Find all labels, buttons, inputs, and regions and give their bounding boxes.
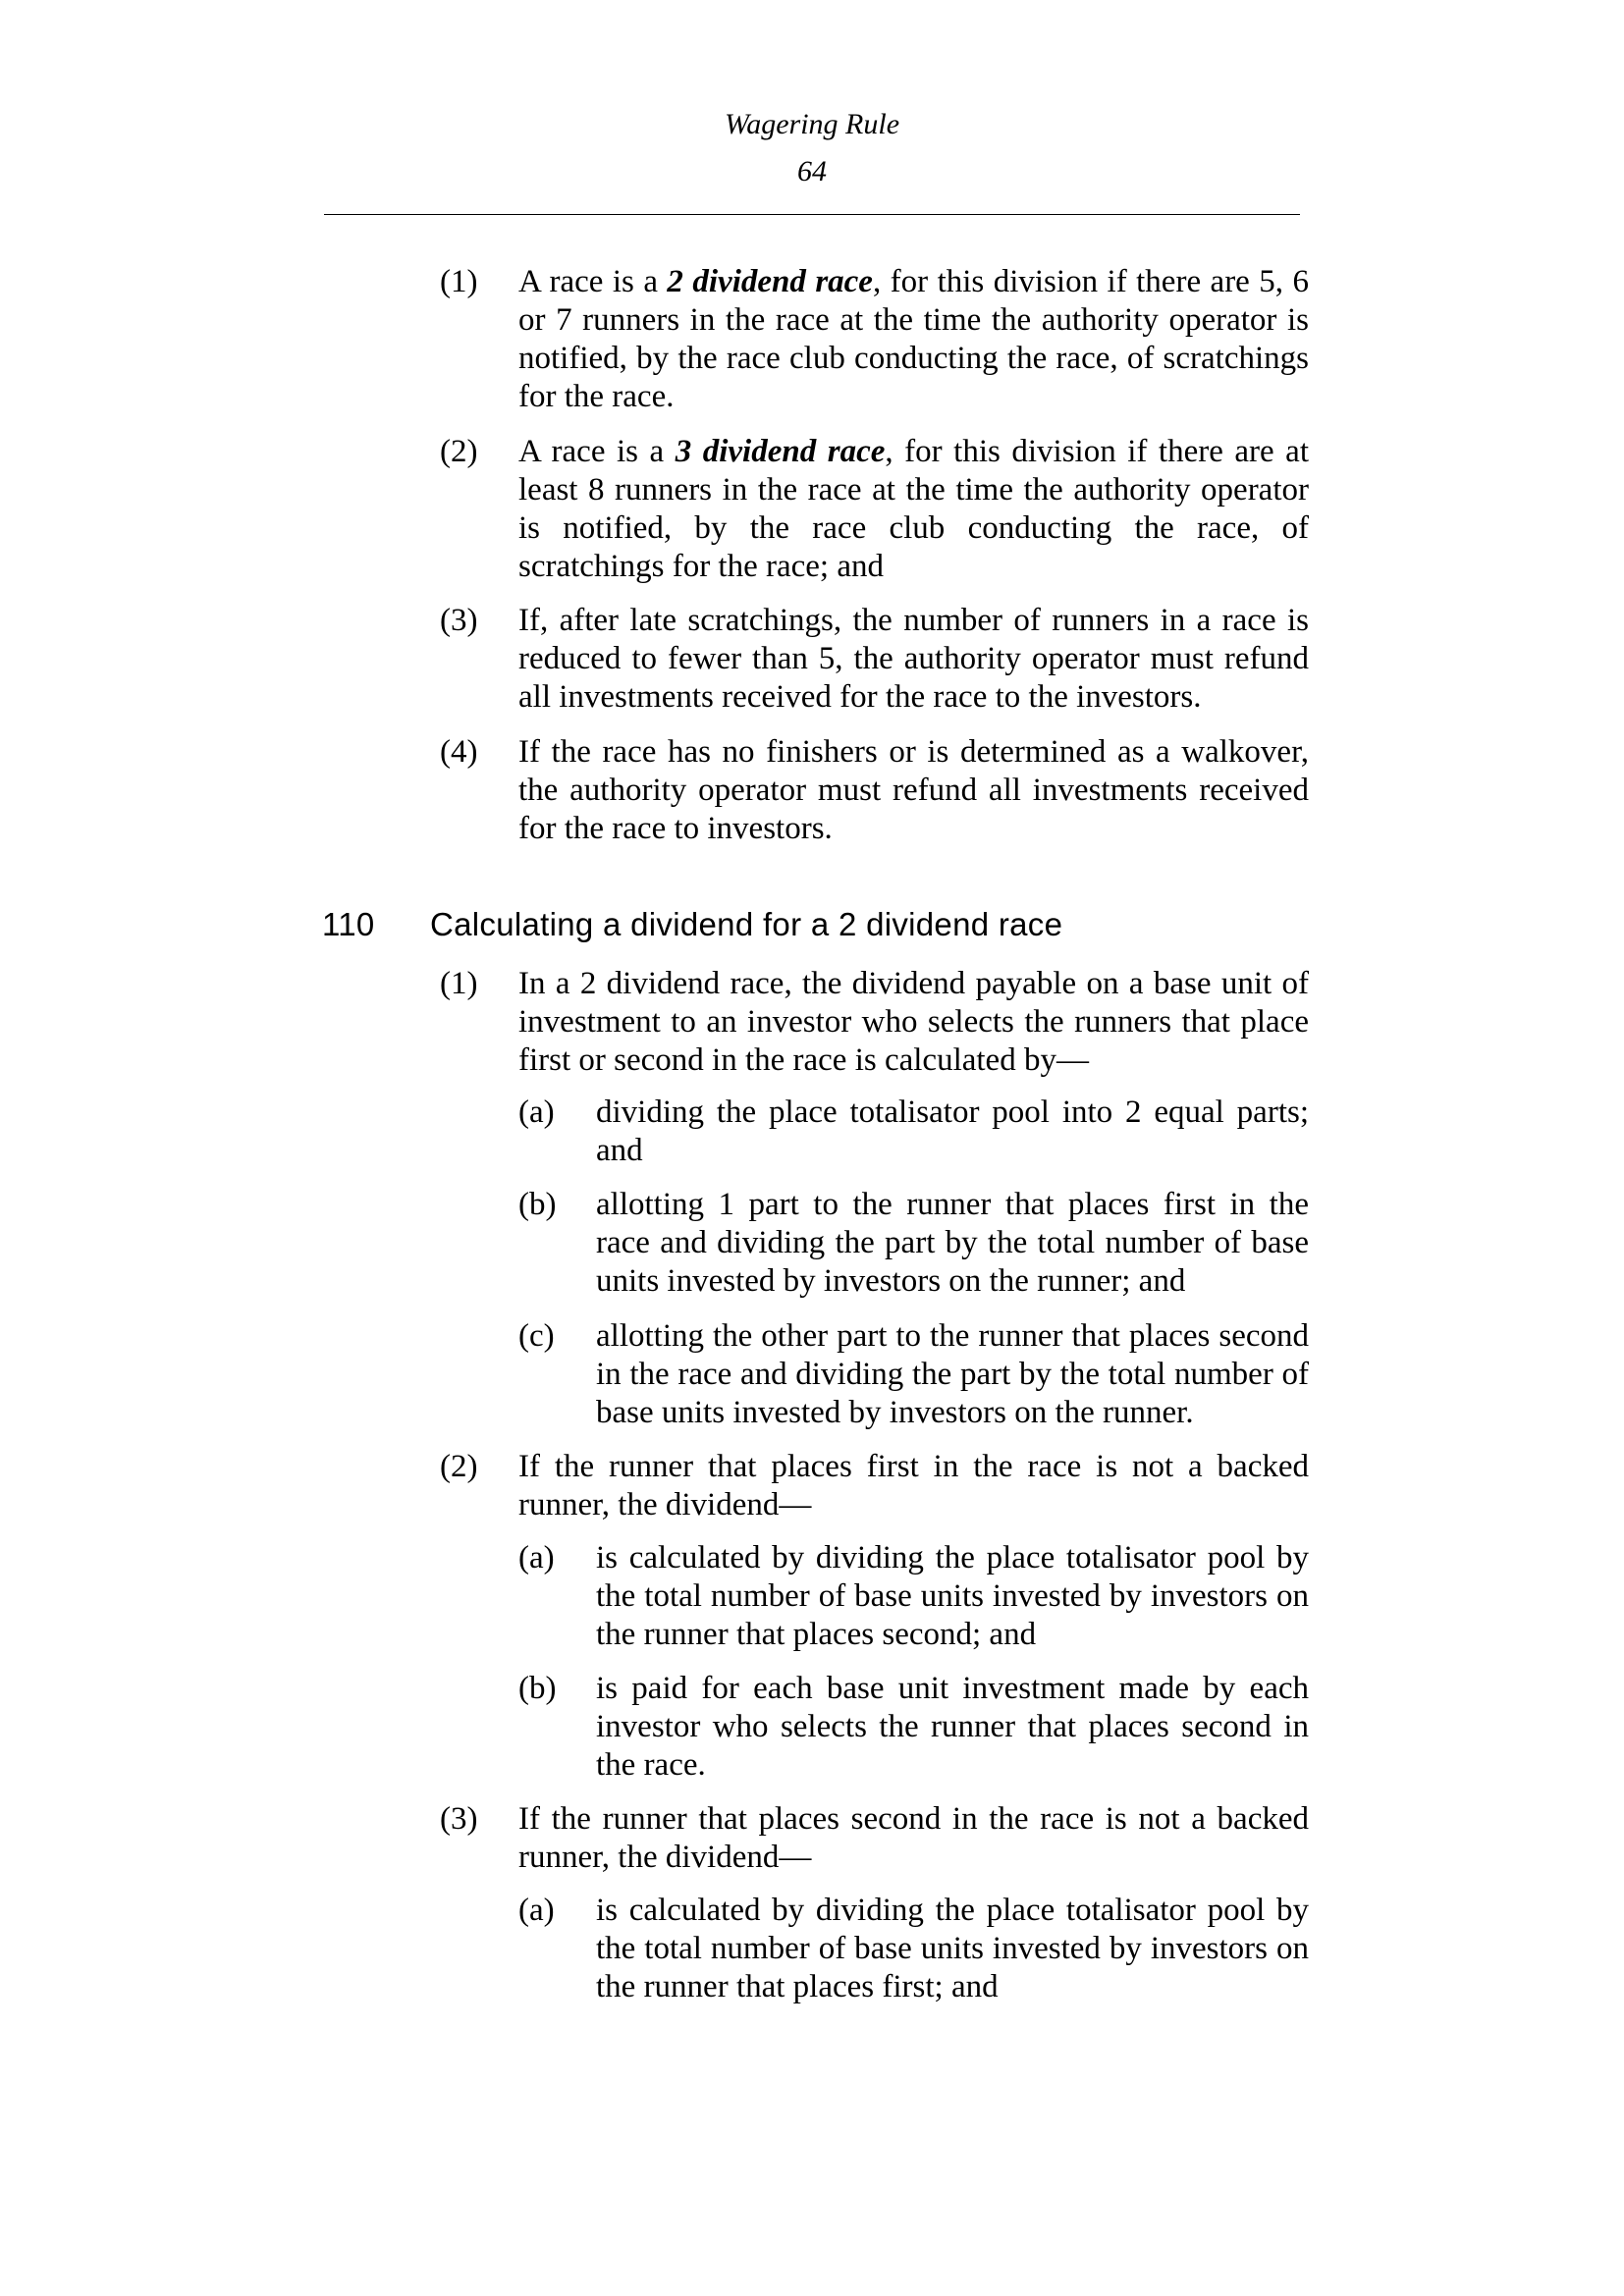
subsection-number: (3) (440, 1801, 478, 1837)
paragraph-text: allotting the other part to the runner that places second in the race and dividing the part by the total number of base units invested by investors on the runner. (596, 1318, 1309, 1430)
paragraph-letter: (a) (518, 1095, 555, 1130)
paragraph-letter: (b) (518, 1187, 557, 1222)
subsection-number: (1) (440, 264, 478, 299)
subsection-text: If the runner that places second in the race is not a backed runner, the dividend— (518, 1801, 1309, 1875)
subsection-number: (2) (440, 1449, 478, 1484)
subsection-number: (1) (440, 966, 478, 1001)
running-header-title: Wagering Rule (724, 108, 900, 140)
subsection-text: If, after late scratchings, the number of runners in a race is reduced to fewer than 5, the authority operator must refund all investments received for the race to the investors. (518, 603, 1309, 715)
paragraph-letter: (a) (518, 1893, 555, 1928)
subsection-number: (2) (440, 434, 478, 469)
paragraph-text: dividing the place totalisator pool into 2 equal parts; and (596, 1095, 1309, 1168)
subsection-text: If the race has no finishers or is determined as a walkover, the authority operator must refund all investments received for the race to investors. (518, 734, 1309, 846)
defined-term: 2 dividend race (667, 264, 873, 299)
subsection-text (518, 263, 1309, 416)
section-number: 110 (322, 906, 375, 942)
text-run: , for this division if there are at least 8 runners in the race at the time the authority operator is notified, by the race club conducting the race, of scratchings for the race; and (518, 434, 1309, 584)
section-title: Calculating a dividend for a 2 dividend race (430, 906, 1063, 942)
paragraph-text: is calculated by dividing the place totalisator pool by the total number of base units invested by investors on the runner that places first; and (596, 1893, 1309, 2004)
text-run: , for this division if there are 5, 6 or 7 runners in the race at the time the authority operator is notified, by the race club conducting the race, of scratchings for the race. (518, 264, 1309, 414)
subsection-number: (3) (440, 603, 478, 638)
paragraph-letter: (b) (518, 1671, 557, 1706)
subsection-text: If the runner that places first in the race is not a backed runner, the dividend— (518, 1449, 1309, 1522)
page-number: 64 (797, 155, 827, 187)
defined-term: 3 dividend race (675, 434, 886, 469)
paragraph-text: allotting 1 part to the runner that places first in the race and dividing the part by the total number of base units invested by investors on the runner; and (596, 1187, 1309, 1299)
subsection-text: In a 2 dividend race, the dividend payable on a base unit of investment to an investor who selects the runners that place first or second in the race is calculated by— (518, 966, 1309, 1078)
text-run: A race is a (518, 264, 668, 299)
subsection-number: (4) (440, 734, 478, 770)
paragraph-text: is paid for each base unit investment made by each investor who selects the runner that places second in the race. (596, 1671, 1309, 1783)
paragraph-text: is calculated by dividing the place totalisator pool by the total number of base units invested by investors on the runner that places second; and (596, 1540, 1309, 1652)
text-run: A race is a (518, 434, 676, 469)
paragraph-letter: (c) (518, 1318, 555, 1354)
subsection-text (518, 433, 1309, 586)
paragraph-letter: (a) (518, 1540, 555, 1575)
header-divider (324, 214, 1300, 215)
